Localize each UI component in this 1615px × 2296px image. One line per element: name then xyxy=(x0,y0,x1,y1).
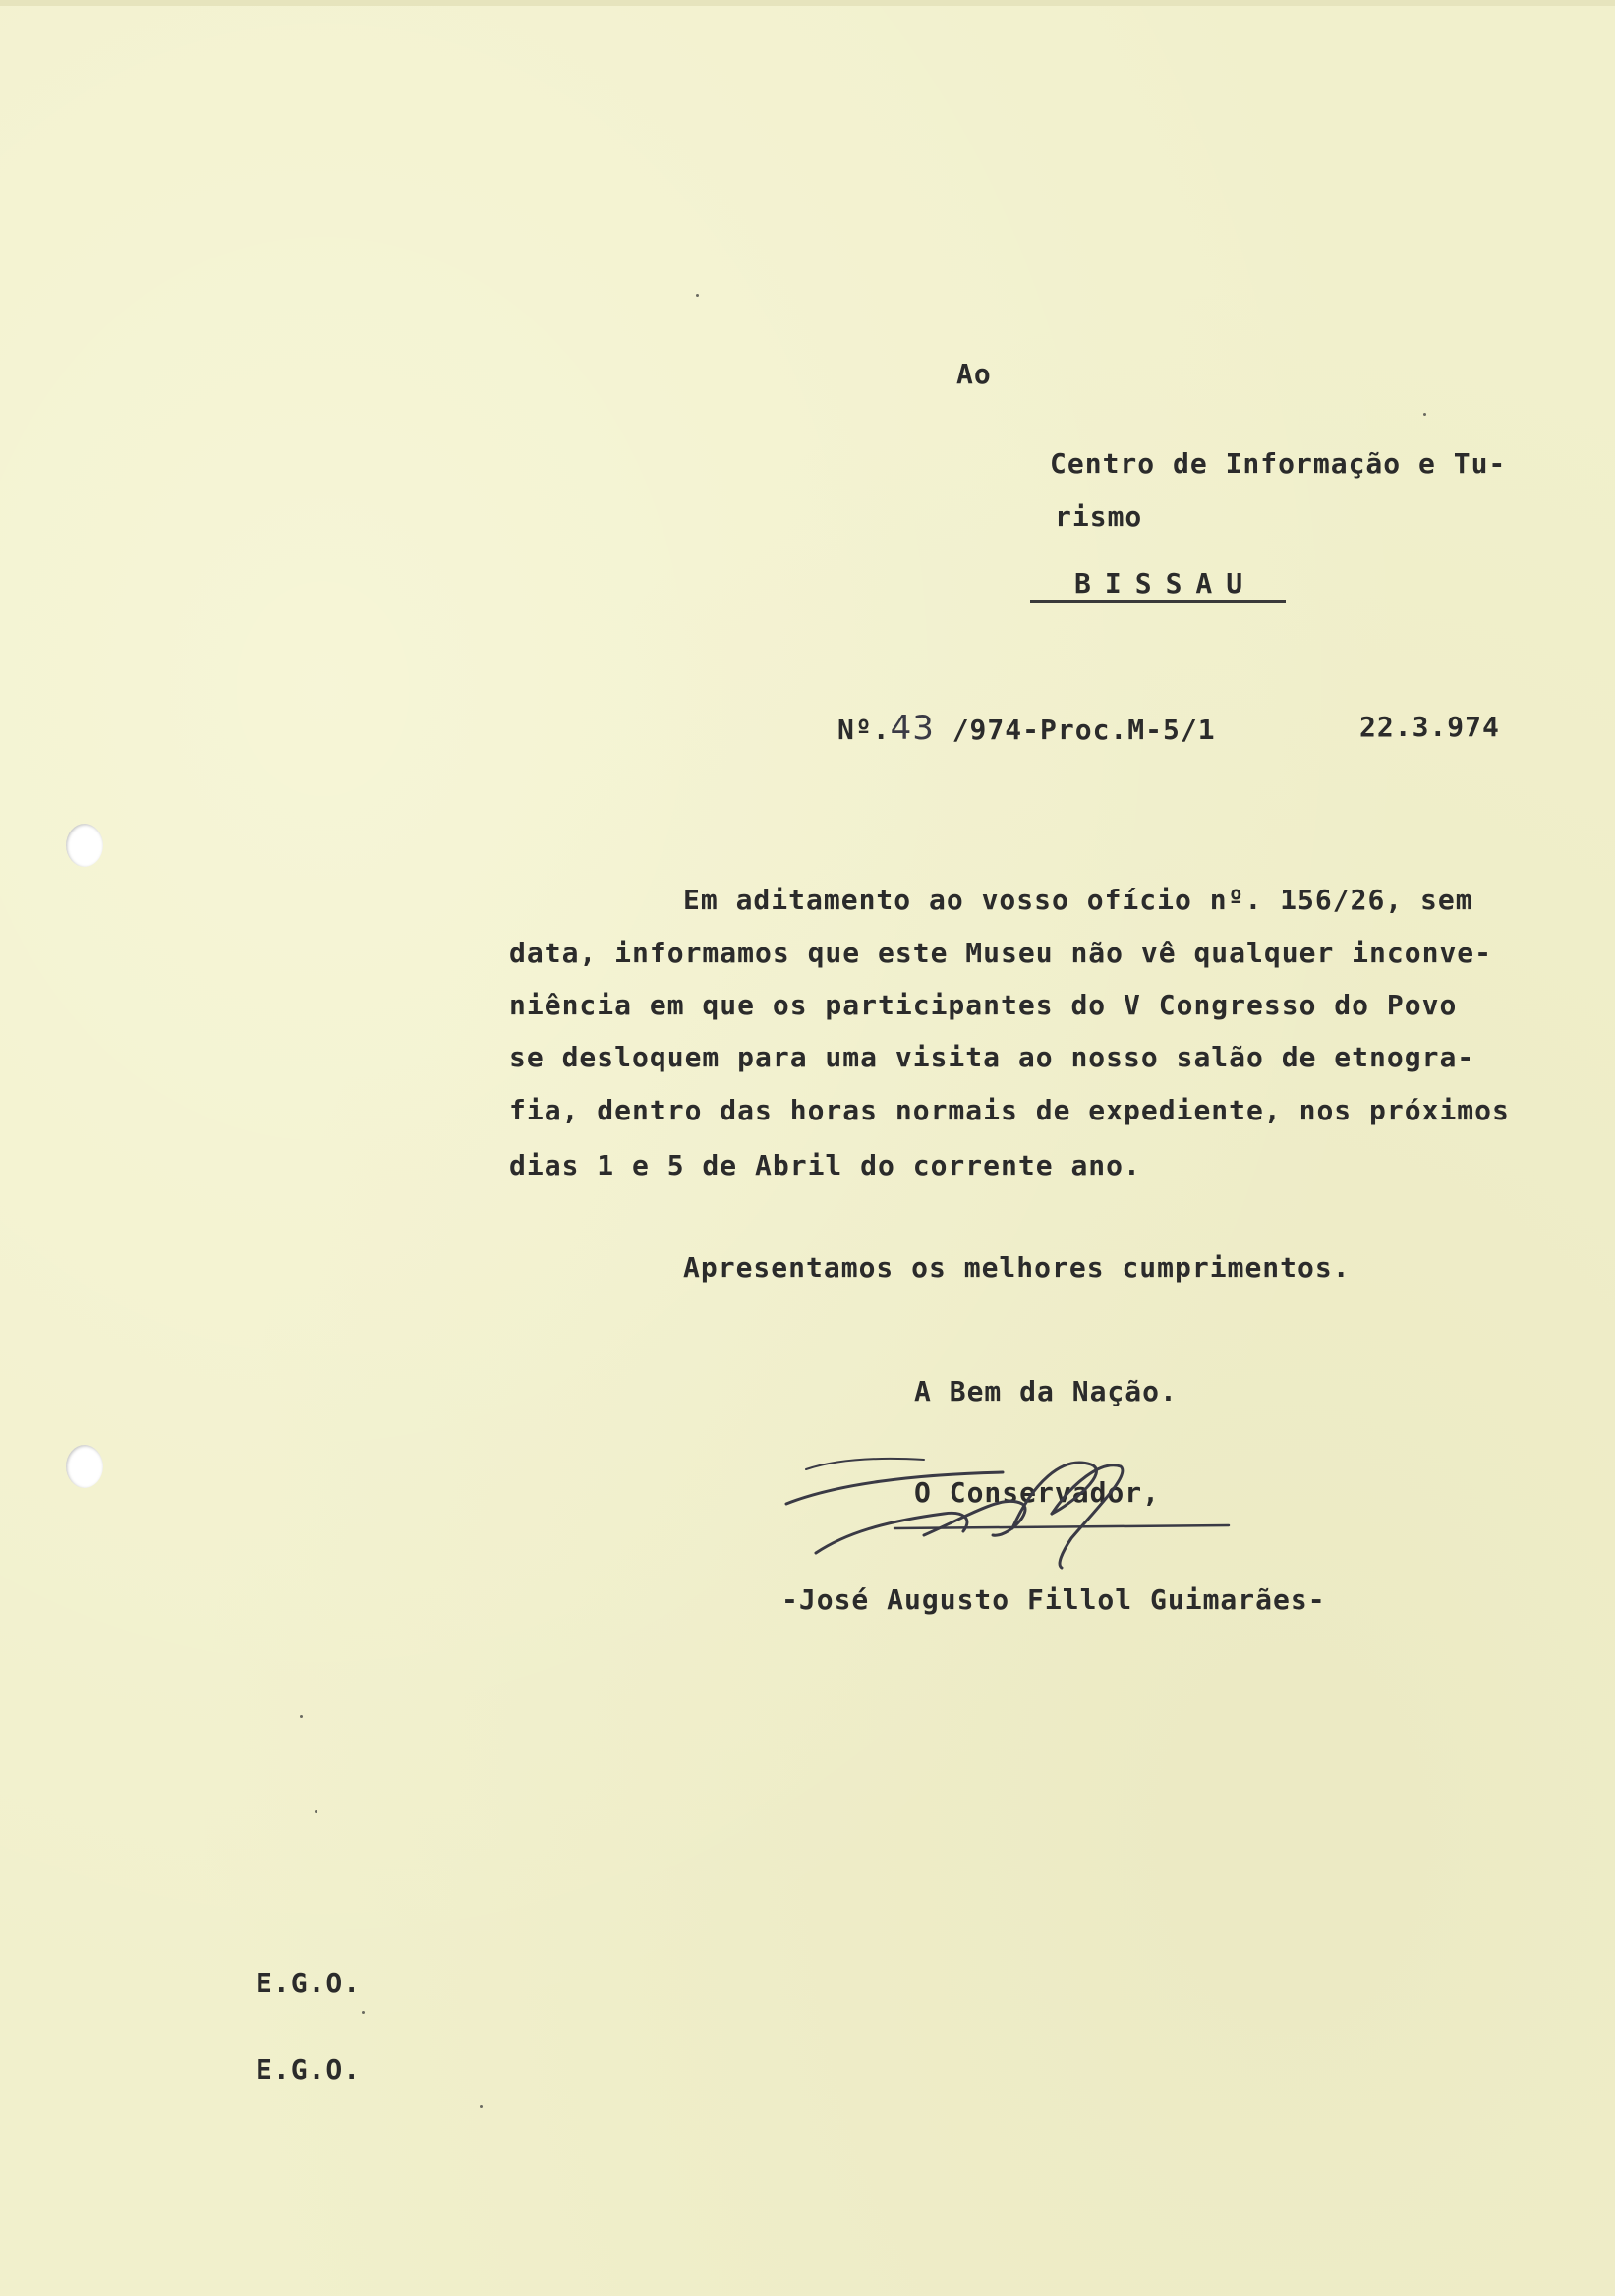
handwritten-signature xyxy=(777,1445,1248,1573)
distribution-1: E.G.O. xyxy=(256,1967,362,1999)
reference-suffix: /974-Proc.M-5/1 xyxy=(952,714,1216,746)
paper-speck xyxy=(1423,413,1426,416)
paper-speck xyxy=(480,2105,483,2108)
body-line-2: data, informamos que este Museu não vê qualquer inconve- xyxy=(509,937,1493,969)
paper-speck xyxy=(696,294,699,297)
body-line-3: niência em que os participantes do V Congresso do Povo xyxy=(509,989,1458,1021)
paper-speck xyxy=(362,2011,365,2014)
city-underline xyxy=(1030,600,1286,603)
punch-hole-lower xyxy=(66,1445,103,1488)
body-line-4: se desloquem para uma visita ao nosso salão de etnogra- xyxy=(509,1041,1475,1073)
letter-date: 22.3.974 xyxy=(1359,711,1500,743)
body-line-5: fia, dentro das horas normais de expediente, nos próximos xyxy=(509,1094,1510,1126)
salutation: Ao xyxy=(956,358,992,390)
punch-hole-upper xyxy=(66,824,103,867)
reference-prefix: Nº. xyxy=(837,714,891,746)
recipient-city: BISSAU xyxy=(1074,567,1257,600)
body-line-6: dias 1 e 5 de Abril do corrente ano. xyxy=(509,1149,1141,1181)
distribution-2: E.G.O. xyxy=(256,2053,362,2086)
recipient-line-2: rismo xyxy=(1055,500,1143,533)
reference-line xyxy=(837,709,1216,748)
closing: A Bem da Nação. xyxy=(914,1375,1178,1407)
paper-speck xyxy=(315,1810,317,1813)
recipient-line-1: Centro de Informação e Tu- xyxy=(1050,447,1507,480)
reference-number: 43 xyxy=(890,709,935,748)
paper-speck xyxy=(300,1715,303,1718)
body-line-1: Em aditamento ao vosso ofício nº. 156/26, sem xyxy=(683,884,1473,916)
greeting: Apresentamos os melhores cumprimentos. xyxy=(683,1251,1351,1284)
paper-edge xyxy=(0,0,1615,6)
signatory-name: -José Augusto Fillol Guimarães- xyxy=(781,1583,1326,1616)
signatory-title: O Conservador, xyxy=(914,1476,1161,1509)
